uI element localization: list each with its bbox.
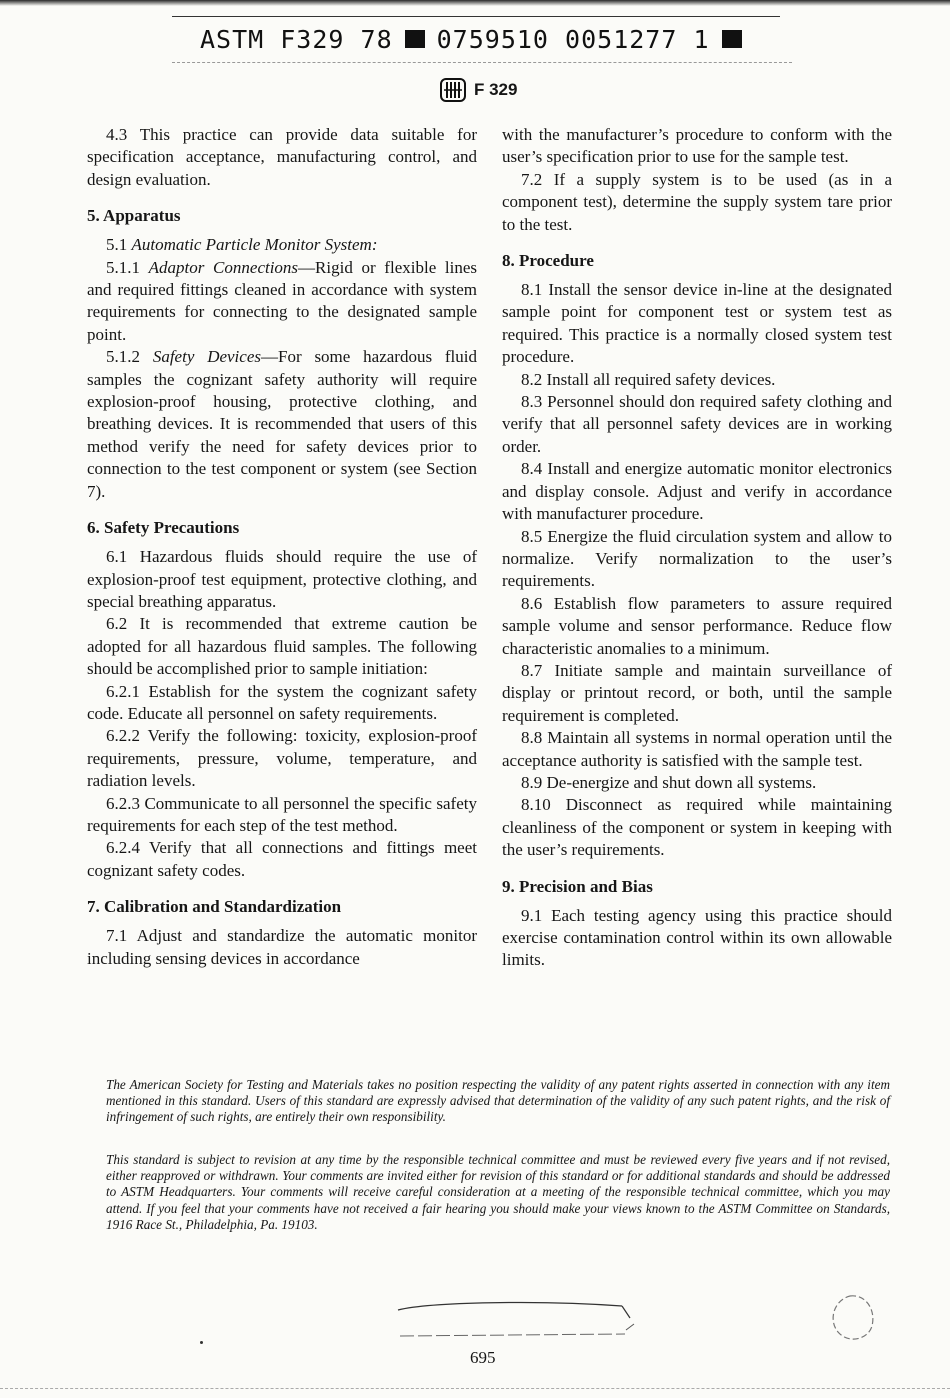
right-column [502, 124, 892, 972]
header-rule-dashed [172, 62, 792, 63]
doc-id-part-1: ASTM F329 78 [200, 24, 393, 54]
page-number: 695 [470, 1348, 496, 1367]
bottom-scan-edge [0, 1388, 950, 1389]
clause-title: Automatic Particle Monitor System: [131, 235, 378, 255]
clause-number: 5.1 [106, 235, 128, 255]
paragraph-8-3: 8.3 Personnel should don required safety clothing and verify that all personnel safety devices are in working order. [502, 392, 892, 456]
paragraph-6-2: 6.2 It is recommended that extreme caution be adopted for all hazardous fluid samples. The following should be accomplished prior to sample initiation: [87, 614, 477, 679]
paragraph-5-1 [87, 234, 477, 256]
scan-edge [0, 0, 950, 6]
paragraph-5-1-2 [87, 346, 477, 503]
paragraph-8-8: 8.8 Maintain all systems in normal operation until the acceptance authority is satisfied with the sample test. [502, 728, 892, 770]
paragraph-8-7: 8.7 Initiate sample and maintain surveillance of display or printout record, or both, until the sample requirement is completed. [502, 660, 892, 725]
section-heading-7: 7. Calibration and Standardization [87, 897, 342, 917]
revision-notice: This standard is subject to revision at any time by the responsible technical committee and must be reviewed every five years and if not revised, either reapproved or withdrawn. Your comments are invited either for revision of this standard or for additional standards and should be addressed to ASTM Headquarters. Your comments will receive careful consideration at a meeting of the responsible technical committee, which you may attend. If you feel that your comments have not received a fair hearing you should make your views known to the ASTM Committee on Standards, 1916 Race St., Philadelphia, Pa. 19103. [106, 1152, 890, 1232]
black-block-mark [405, 30, 425, 48]
document-id-header [200, 22, 760, 56]
clause-title: Safety Devices [152, 347, 261, 367]
section-heading-8: 8. Procedure [502, 251, 594, 271]
header-rule [172, 16, 780, 17]
paragraph-5-1-1 [87, 257, 477, 347]
clause-text: —Rigid or flexible lines and required fittings cleaned in accordance with system requirements for connecting to the designated sample point. [87, 257, 478, 344]
paragraph-9-1: 9.1 Each testing agency using this practice should exercise contamination control within its own allowable limits. [502, 905, 892, 970]
black-block-mark [722, 30, 742, 48]
paragraph-8-1: 8.1 Install the sensor device in-line at the designated sample point for component test or system test as required. This practice is a normally closed system test procedure. [502, 280, 892, 367]
section-heading-5: 5. Apparatus [87, 206, 181, 226]
paragraph-8-6: 8.6 Establish flow parameters to assure required sample volume and sensor performance. Reduce flow characteristic anomalies to a minimum. [502, 593, 892, 658]
clause-title: Adaptor Connections [148, 257, 299, 277]
paragraph-7-1-continued: with the manufacturer’s procedure to conform with the user’s specification prior to use for the sample test. [502, 125, 892, 167]
paragraph-8-2: 8.2 Install all required safety devices. [521, 369, 776, 389]
standard-heading [440, 78, 517, 102]
left-column [87, 124, 477, 970]
paragraph-8-9: 8.9 De-energize and shut down all systems. [521, 772, 817, 792]
speck-mark [200, 1341, 203, 1344]
circle-stamp-icon [822, 1288, 882, 1353]
paragraph-6-2-4: 6.2.4 Verify that all connections and fittings meet cognizant safety codes. [87, 838, 477, 880]
clause-text: —For some hazardous fluid samples the cognizant safety authority will require explosion-proof housing, protective clothing, and breathing devices. It is recommended that users of this method verify the need for safety devices prior to connection to the test component or system (see Section 7). [87, 347, 477, 501]
paragraph-6-2-2: 6.2.2 Verify the following: toxicity, explosion-proof requirements, pressure, volume, temperature, and radiation levels. [87, 726, 477, 791]
paragraph-6-2-3: 6.2.3 Communicate to all personnel the specific safety requirements for each step of the test method. [87, 793, 477, 835]
clause-number: 5.1.2 [106, 347, 140, 367]
paragraph-6-2-1: 6.2.1 Establish for the system the cognizant safety code. Educate all personnel on safety requirements. [87, 681, 477, 723]
astm-logo-icon [440, 78, 466, 102]
standard-number: F 329 [474, 80, 518, 99]
section-heading-6: 6. Safety Precautions [87, 518, 240, 538]
paragraph-4-3: 4.3 This practice can provide data suitable for specification acceptance, manufacturing control, and design evaluation. [87, 125, 477, 189]
clause-number: 5.1.1 [106, 257, 140, 277]
paragraph-7-2: 7.2 If a supply system is to be used (as in a component test), determine the supply system tare prior to the test. [502, 169, 892, 234]
paragraph-8-10: 8.10 Disconnect as required while maintaining cleanliness of the component or system in keeping with the user’s requirements. [502, 795, 892, 860]
section-heading-9: 9. Precision and Bias [502, 876, 653, 896]
patent-notice: The American Society for Testing and Materials takes no position respecting the validity of any patent rights asserted in connection with any item mentioned in this standard. Users of this standard are expressly advised that determination of the validity of any such patent rights, and the risk of infringement of such rights, are entirely their own responsibility. [106, 1077, 890, 1125]
paragraph-8-4: 8.4 Install and energize automatic monitor electronics and display console. Adjust and verify in accordance with manufacturer procedure. [502, 459, 892, 524]
doc-id-part-2: 0759510 0051277 1 [436, 24, 710, 54]
paragraph-7-1: 7.1 Adjust and standardize the automatic monitor including sensing devices in accordance [87, 926, 477, 968]
paragraph-8-5: 8.5 Energize the fluid circulation system and allow to normalize. Verify normalization to the user’s requirements. [502, 526, 892, 591]
pen-stroke-mark [390, 1300, 640, 1345]
paragraph-6-1: 6.1 Hazardous fluids should require the use of explosion-proof test equipment, protective clothing, and special breathing apparatus. [87, 547, 477, 611]
